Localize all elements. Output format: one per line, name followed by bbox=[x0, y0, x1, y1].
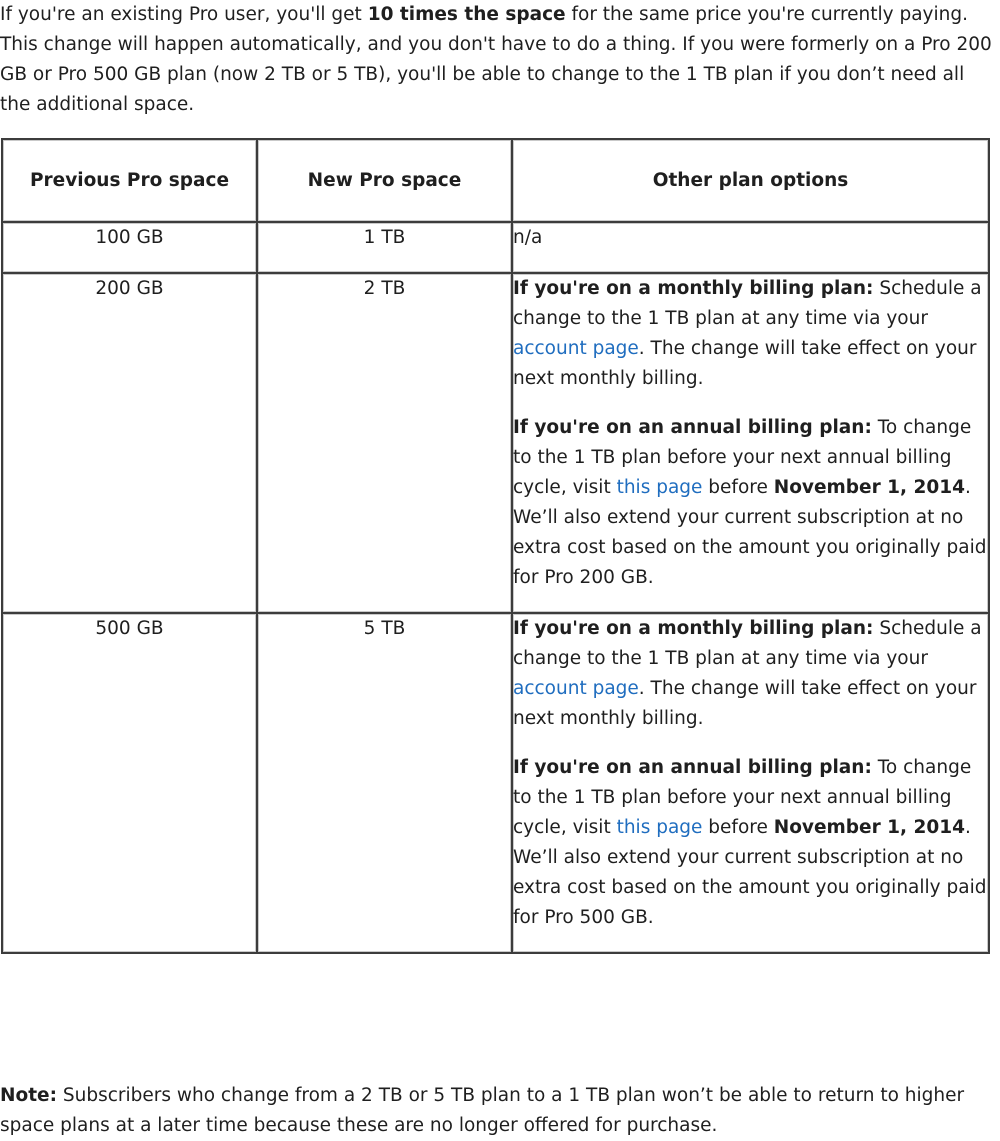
table-row bbox=[2, 613, 989, 953]
deadline-date: November 1, 2014 bbox=[773, 477, 965, 498]
note-label: Note: bbox=[0, 1085, 57, 1106]
monthly-plan-text: Schedule a change to the 1 TB plan at any time via your bbox=[513, 278, 982, 329]
account-page-link[interactable]: account page bbox=[513, 338, 639, 359]
note-paragraph bbox=[0, 1081, 1000, 1141]
annual-plan-label: If you're on an annual billing plan: bbox=[513, 417, 872, 438]
this-page-link[interactable]: this page bbox=[616, 817, 703, 838]
annual-plan-text-end: . We’ll also extend your current subscription at no extra cost based on the amount you originally paid for Pro 200 GB. bbox=[513, 477, 987, 588]
table-header-row bbox=[2, 139, 989, 222]
previous-space-cell: 200 GB bbox=[2, 273, 257, 613]
annual-plan-label: If you're on an annual billing plan: bbox=[513, 757, 872, 778]
table-row bbox=[2, 222, 989, 273]
previous-space-cell: 100 GB bbox=[2, 222, 257, 273]
annual-plan-text-end: . We’ll also extend your current subscription at no extra cost based on the amount you originally paid for Pro 500 GB. bbox=[513, 817, 987, 928]
table-row bbox=[2, 273, 989, 613]
intro-paragraph bbox=[0, 0, 1000, 120]
intro-text: If you're an existing Pro user, you'll get bbox=[0, 4, 368, 25]
annual-plan-text-before: before bbox=[702, 817, 774, 838]
options-cell bbox=[512, 613, 989, 953]
new-space-cell: 1 TB bbox=[257, 222, 512, 273]
account-page-link[interactable]: account page bbox=[513, 678, 639, 699]
plans-table bbox=[1, 138, 990, 954]
monthly-plan-paragraph bbox=[513, 274, 988, 394]
annual-plan-text-before: before bbox=[702, 477, 774, 498]
intro-text-rest: for the same price you're currently paying. This change will happen automatically, and you don't have to do a thing. If you were formerly on a Pro 200 GB or Pro 500 GB plan (now 2 TB or 5 TB), you'll be able to change to the 1 TB plan if you don’t need all the additional space. bbox=[0, 4, 992, 115]
monthly-plan-text-end: . The change will take effect on your next monthly billing. bbox=[513, 678, 977, 729]
new-space-cell: 5 TB bbox=[257, 613, 512, 953]
new-space-cell: 2 TB bbox=[257, 273, 512, 613]
monthly-plan-text: Schedule a change to the 1 TB plan at any time via your bbox=[513, 618, 982, 669]
annual-plan-paragraph bbox=[513, 753, 988, 933]
options-cell: n/a bbox=[512, 222, 989, 273]
monthly-plan-paragraph bbox=[513, 614, 988, 734]
monthly-plan-text-end: . The change will take effect on your next monthly billing. bbox=[513, 338, 977, 389]
options-cell bbox=[512, 273, 989, 613]
note-text: Subscribers who change from a 2 TB or 5 TB plan to a 1 TB plan won’t be able to return to higher space plans at a later time because these are no longer offered for purchase. bbox=[0, 1085, 965, 1136]
deadline-date: November 1, 2014 bbox=[773, 817, 965, 838]
this-page-link[interactable]: this page bbox=[616, 477, 703, 498]
intro-emphasis: 10 times the space bbox=[367, 4, 566, 25]
annual-plan-paragraph bbox=[513, 413, 988, 593]
monthly-plan-label: If you're on a monthly billing plan: bbox=[513, 278, 874, 299]
header-other-options: Other plan options bbox=[512, 139, 989, 222]
monthly-plan-label: If you're on a monthly billing plan: bbox=[513, 618, 874, 639]
header-previous-space: Previous Pro space bbox=[2, 139, 257, 222]
header-new-space: New Pro space bbox=[257, 139, 512, 222]
annual-plan-text: To change to the 1 TB plan before your next annual billing cycle, visit bbox=[513, 417, 972, 498]
previous-space-cell: 500 GB bbox=[2, 613, 257, 953]
annual-plan-text: To change to the 1 TB plan before your next annual billing cycle, visit bbox=[513, 757, 972, 838]
